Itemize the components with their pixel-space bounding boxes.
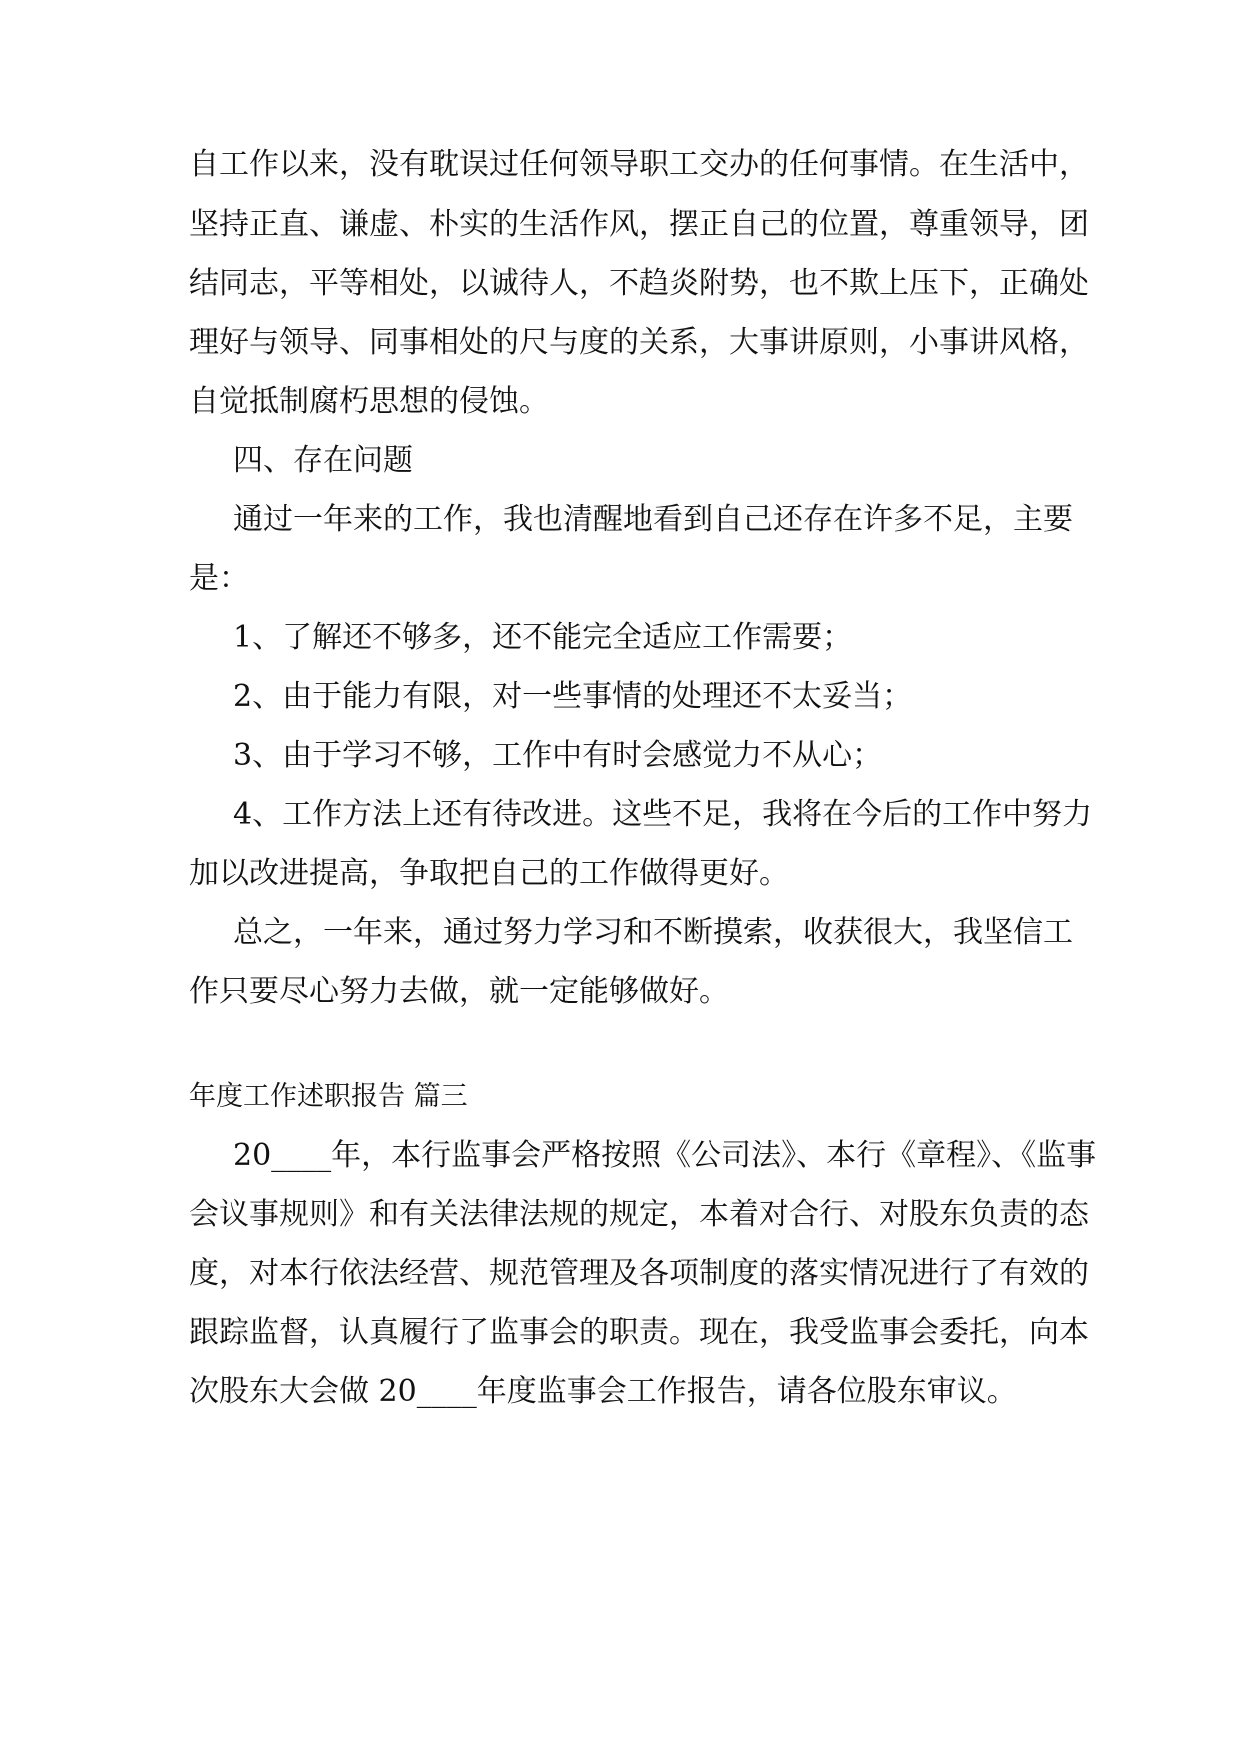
paragraph-line: 理好与领导、同事相处的尺与度的关系，大事讲原则，小事讲风格， [189,325,1089,360]
list-item: 4、工作方法上还有待改进。这些不足，我将在今后的工作中努力 [233,797,1093,832]
paragraph-line: 会议事规则》和有关法律法规的规定，本着对合行、对股东负责的态 [189,1197,1089,1232]
paragraph-line: 度，对本行依法经营、规范管理及各项制度的落实情况进行了有效的 [189,1256,1089,1291]
paragraph-line: 作只要尽心努力去做，就一定能够做好。 [189,974,729,1009]
paragraph-line: 坚持正直、谦虚、朴实的生活作风，摆正自己的位置，尊重领导，团 [189,207,1089,242]
paragraph-line: 结同志，平等相处，以诚待人，不趋炎附势，也不欺上压下，正确处 [189,266,1089,301]
paragraph-line: 通过一年来的工作，我也清醒地看到自己还存在许多不足，主要 [233,502,1073,537]
list-item: 1、了解还不够多，还不能完全适应工作需要； [233,620,853,655]
paragraph-line: 20____年，本行监事会严格按照《公司法》、本行《章程》、《监事 [233,1138,1097,1173]
paragraph-line: 自觉抵制腐朽思想的侵蚀。 [189,384,549,419]
paragraph-line: 是： [189,561,249,596]
paragraph-line: 总之，一年来，通过努力学习和不断摸索，收获很大，我坚信工 [233,915,1073,950]
paragraph-line: 次股东大会做 20____年度监事会工作报告，请各位股东审议。 [189,1374,1017,1409]
list-item: 3、由于学习不够，工作中有时会感觉力不从心； [233,738,883,773]
report-title: 年度工作述职报告 篇三 [189,1081,468,1112]
paragraph-line: 加以改进提高，争取把自己的工作做得更好。 [189,856,789,891]
paragraph-line: 自工作以来，没有耽误过任何领导职工交办的任何事情。在生活中， [189,147,1089,182]
section-heading: 四、存在问题 [233,443,413,478]
paragraph-line: 跟踪监督，认真履行了监事会的职责。现在，我受监事会委托，向本 [189,1315,1089,1350]
list-item: 2、由于能力有限，对一些事情的处理还不太妥当； [233,679,913,714]
